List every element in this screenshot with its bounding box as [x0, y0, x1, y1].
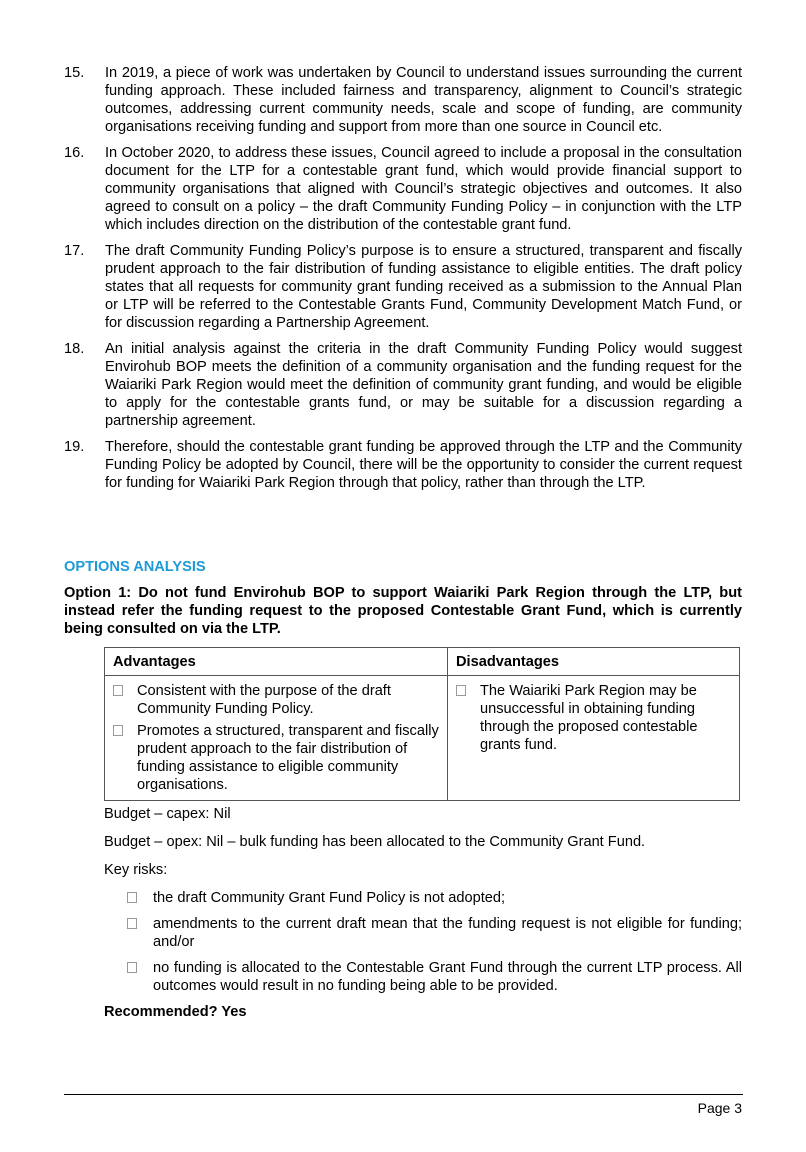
- paragraph-18: [64, 340, 742, 430]
- advantage-item: [113, 682, 441, 718]
- advantage-item: [113, 722, 441, 794]
- advantages-cell: [105, 676, 448, 801]
- bullet-box-icon: [113, 685, 123, 696]
- bullet-box-icon: [127, 918, 137, 929]
- recommended-label: Recommended? Yes: [104, 1004, 247, 1020]
- paragraph-number: 16.: [64, 145, 85, 161]
- disadvantage-item: [456, 682, 733, 754]
- paragraph-17: [64, 242, 742, 332]
- table-row: [105, 676, 740, 801]
- paragraph-number: 19.: [64, 439, 85, 455]
- paragraph-15: [64, 64, 742, 136]
- advantage-text: Consistent with the purpose of the draft Community Funding Policy.: [137, 683, 391, 717]
- paragraph-number: 18.: [64, 341, 85, 357]
- key-risks-label: Key risks:: [104, 862, 168, 878]
- option-1-title: Option 1: Do not fund Envirohub BOP to support Waiariki Park Region through the LTP, but instead refer the funding request to the proposed Contestable Grant Fund, which is currently being consulted on via the LTP.: [64, 585, 742, 637]
- footer-divider: [64, 1094, 743, 1095]
- bullet-box-icon: [127, 892, 137, 903]
- risk-text: the draft Community Grant Fund Policy is not adopted;: [153, 890, 506, 906]
- risk-text: amendments to the current draft mean that the funding request is not eligible for funding; and/or: [153, 916, 742, 950]
- bullet-box-icon: [456, 685, 466, 696]
- paragraph-19: [64, 438, 742, 492]
- page-number: Page 3: [697, 1100, 742, 1116]
- disadvantage-text: The Waiariki Park Region may be unsuccessful in obtaining funding through the proposed contestable grants fund.: [480, 683, 698, 753]
- risk-item: [104, 959, 742, 995]
- paragraph-text: Therefore, should the contestable grant funding be approved through the LTP and the Community Funding Policy be adopted by Council, there will be the opportunity to consider the current request for funding for Waiariki Park Region through that policy, rather than through the LTP.: [105, 439, 742, 491]
- paragraph-text: The draft Community Funding Policy’s purpose is to ensure a structured, transparent and fiscally prudent approach to the fair distribution of funding assistance to eligible entities. The draft policy states that all requests for community grant funding received as a submission to the Annual Plan or LTP will be referred to the Contestable Grants Fund, Community Development Match Fund, or for discussion regarding a Partnership Agreement.: [105, 243, 742, 331]
- numbered-paragraphs: [64, 64, 742, 500]
- paragraph-16: [64, 144, 742, 234]
- budget-opex: Budget – opex: Nil – bulk funding has been allocated to the Community Grant Fund.: [104, 834, 646, 850]
- advantage-text: Promotes a structured, transparent and fiscally prudent approach to the fair distribution of funding assistance to eligible community organisations.: [137, 723, 439, 793]
- advantages-disadvantages-table: [104, 647, 740, 801]
- paragraph-number: 17.: [64, 243, 85, 259]
- disadvantages-header: Disadvantages: [448, 648, 740, 676]
- budget-capex: Budget – capex: Nil: [104, 806, 231, 822]
- bullet-box-icon: [113, 725, 123, 736]
- paragraph-text: In 2019, a piece of work was undertaken by Council to understand issues surrounding the current funding approach. These included fairness and transparency, alignment to Council’s strategic outcomes, addressing current community needs, scale and scope of funding, are community organisations receiving funding and support from more than one source in Council etc.: [105, 65, 742, 135]
- paragraph-text: In October 2020, to address these issues, Council agreed to include a proposal in the consultation document for the LTP for a contestable grant fund, which would provide financial support to community organisations that aligned with Council’s strategic objectives and outcomes. It also agreed to consult on a policy – the draft Community Funding Policy – in conjunction with the LTP which includes direction on the distribution of the contestable grant fund.: [105, 145, 742, 233]
- table-header-row: [105, 648, 740, 676]
- risk-text: no funding is allocated to the Contestable Grant Fund through the current LTP process. All outcomes would result in no funding being able to be provided.: [153, 960, 742, 994]
- bullet-box-icon: [127, 962, 137, 973]
- options-analysis-heading: OPTIONS ANALYSIS: [64, 559, 206, 575]
- option-details: [104, 805, 742, 1031]
- advantages-header: Advantages: [105, 648, 448, 676]
- risk-item: [104, 915, 742, 951]
- disadvantages-cell: [448, 676, 740, 801]
- key-risks-list: [104, 889, 742, 995]
- paragraph-text: An initial analysis against the criteria in the draft Community Funding Policy would suggest Envirohub BOP meets the definition of a community organisation and the funding request for the Waiariki Park Region would meet the definition of community grant funding, and would be eligible to apply for the contestable grants fund, or may be suitable for a discussion regarding a partnership agreement.: [105, 341, 742, 429]
- paragraph-number: 15.: [64, 65, 85, 81]
- risk-item: [104, 889, 742, 907]
